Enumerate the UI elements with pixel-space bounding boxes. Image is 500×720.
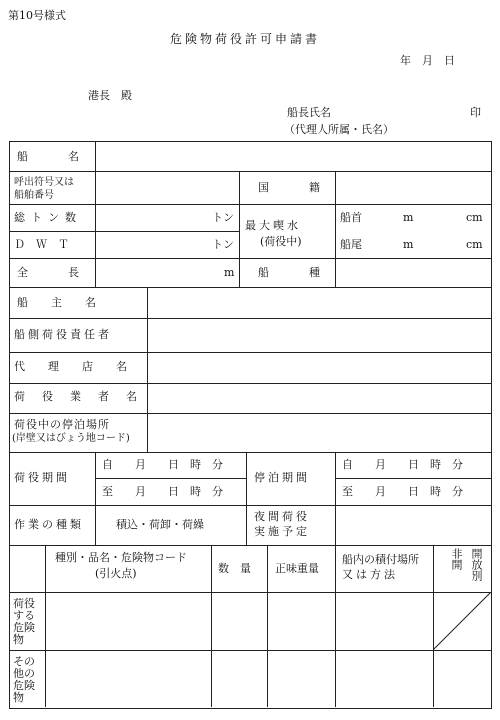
- unit-ton-1: トン: [212, 211, 234, 224]
- row-cargo-label: 荷役する危険物: [13, 597, 35, 646]
- line: [147, 287, 148, 452]
- label-dwt: Ｄ Ｗ Ｔ: [14, 238, 69, 251]
- line: [267, 545, 268, 707]
- mooring-from: 自 月 日 時 分: [342, 458, 463, 471]
- line: [9, 650, 491, 651]
- col-stowage: 船内の積付場所: [342, 553, 419, 566]
- label-work-type: 作業の種類: [14, 518, 84, 531]
- line: [95, 452, 96, 545]
- label-stern: 船尾: [340, 238, 362, 251]
- line: [335, 478, 491, 479]
- line: [335, 452, 336, 545]
- line: [9, 383, 491, 384]
- label-ship-type: 船 種: [258, 266, 326, 279]
- col-type-sub: (引火点): [95, 567, 137, 580]
- agent-note: （代理人所属・氏名）: [284, 123, 394, 136]
- line: [9, 505, 491, 506]
- label-berth: 荷役中の停泊場所: [14, 418, 110, 431]
- loading-from: 自 月 日 時 分: [102, 458, 223, 471]
- line: [9, 452, 491, 453]
- line: [335, 545, 336, 707]
- line: [9, 231, 239, 232]
- row-other-label: その他の危険物: [13, 655, 35, 704]
- label-loading-period: 荷役期間: [14, 471, 70, 484]
- col-open: 開放別: [470, 548, 483, 581]
- label-agent: 代 理 店 名: [14, 360, 133, 373]
- line: [95, 478, 246, 479]
- label-length: 全 長: [17, 266, 85, 279]
- line: [9, 258, 491, 259]
- form-title: 危険物荷役許可申請書: [170, 32, 321, 46]
- addressee: 港長 殿: [88, 89, 132, 102]
- date-label: 年 月 日: [400, 54, 455, 67]
- loading-to: 至 月 日 時 分: [102, 485, 223, 498]
- line: [9, 413, 491, 414]
- col-type: 種別・品名・危険物コード: [55, 551, 187, 564]
- mooring-to: 至 月 日 時 分: [342, 485, 463, 498]
- line: [335, 171, 336, 287]
- label-cargo-officer: 船側荷役責任者: [14, 328, 112, 341]
- unit-m-2: m: [403, 238, 414, 251]
- col-open-2: 非開: [450, 548, 463, 570]
- line: [211, 545, 212, 707]
- form-number: 第10号様式: [8, 9, 66, 22]
- line: [95, 141, 96, 287]
- seal-mark: 印: [470, 106, 481, 119]
- line: [239, 171, 240, 287]
- captain-name-label: 船長氏名: [287, 106, 331, 119]
- label-gross-tonnage: 総トン数: [14, 211, 82, 224]
- line: [9, 318, 491, 319]
- label-max-draft-sub: (荷役中): [260, 235, 302, 248]
- label-call-sign: 呼出符号又は 船舶番号: [14, 177, 74, 201]
- label-berth-sub: (岸壁又はびょう地コード): [12, 433, 130, 444]
- col-quantity: 数 量: [218, 562, 251, 575]
- work-options: 積込・荷卸・荷繰: [116, 518, 204, 531]
- label-bow: 船首: [340, 211, 362, 224]
- line: [9, 204, 491, 205]
- label-owner: 船 主 名: [17, 296, 102, 309]
- unit-ton-2: トン: [212, 238, 234, 251]
- label-night-work: 夜間荷役: [254, 510, 310, 523]
- label-mooring-period: 停泊期間: [254, 471, 310, 484]
- line: [45, 545, 46, 707]
- line: [9, 171, 491, 172]
- label-max-draft: 最大喫水: [245, 219, 301, 232]
- line: [9, 592, 491, 593]
- label-nationality: 国 籍: [258, 181, 326, 194]
- diagonal-slash: [433, 592, 491, 650]
- line: [246, 452, 247, 545]
- col-stowage-2: 又は方法: [342, 568, 398, 581]
- unit-m-3: m: [224, 266, 235, 279]
- unit-m-1: m: [403, 211, 414, 224]
- label-night-work-2: 実施予定: [254, 525, 310, 538]
- line: [9, 287, 491, 288]
- line: [9, 352, 491, 353]
- line: [9, 545, 491, 546]
- unit-cm-2: cm: [466, 238, 483, 251]
- col-net-weight: 正味重量: [275, 562, 319, 575]
- unit-cm-1: cm: [466, 211, 483, 224]
- label-ship-name: 船 名: [17, 150, 85, 163]
- label-stevedore: 荷 役 業 者 名: [14, 390, 140, 403]
